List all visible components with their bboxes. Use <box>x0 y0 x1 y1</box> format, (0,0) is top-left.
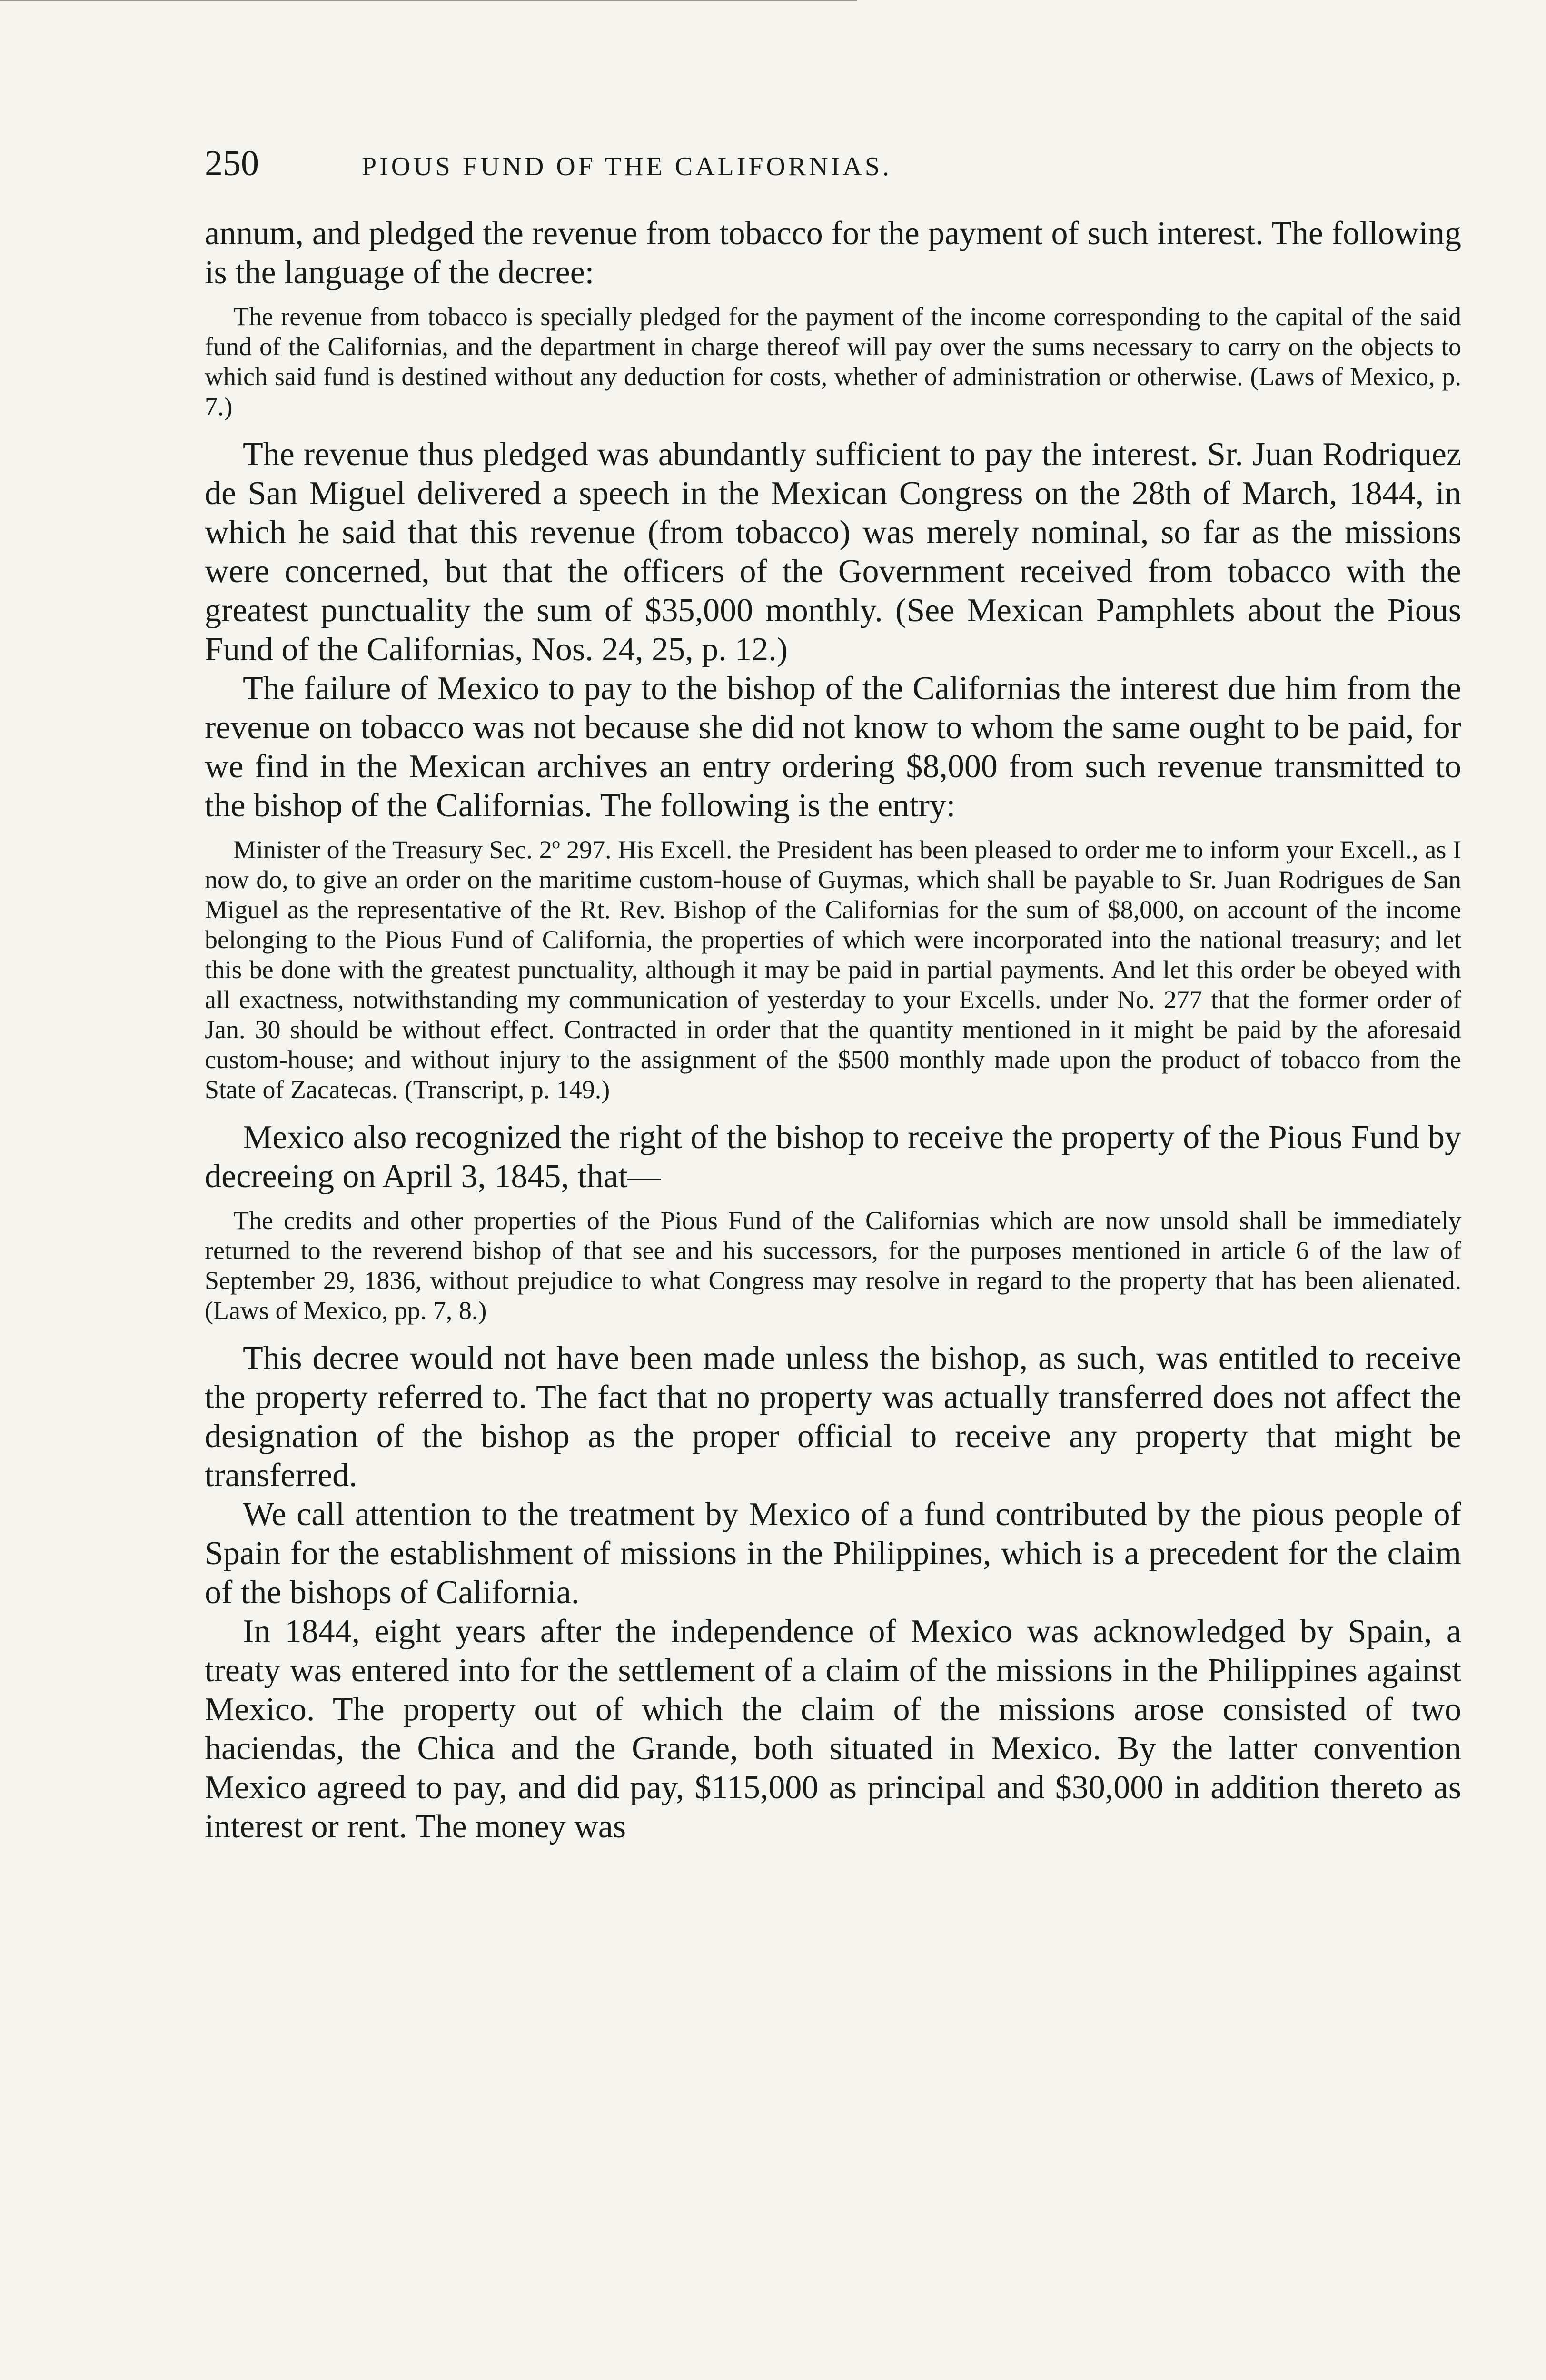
body-paragraph-7: In 1844, eight years after the independence of Mexico was acknowledged by Spain, a treaty was entered into for the settlement of a claim of the missions in the Philippines against Mexico. The property out of which the claim of the missions arose consisted of two haciendas, the Chica and the Grande, both situated in Mexico. By the latter convention Mexico agreed to pay, and did pay, $115,000 as principal and $30,000 in addition thereto as interest or rent. The money was <box>205 1613 1461 1845</box>
body-paragraph-5: This decree would not have been made unless the bishop, as such, was entitled to receive the property referred to. The fact that no property was actually transferred does not affect the designation of the bishop as the proper official to receive any property that might be transferred. <box>205 1340 1461 1494</box>
body-paragraph-4: Mexico also recognized the right of the bishop to receive the property of the Pious Fund by decreeing on April 3, 1845, that— <box>205 1119 1461 1195</box>
page-header <box>205 143 1461 195</box>
running-head: PIOUS FUND OF THE CALIFORNIAS. <box>362 152 892 181</box>
quote-decree-tobacco: The revenue from tobacco is specially pledged for the payment of the income corresponding to the capital of the said fund of the Californias, and the department in charge thereof will pay over the sums necessary to carry on the objects to which said fund is destined without any deduction for costs, whether of administration or otherwise. (Laws of Mexico, p. 7.) <box>205 302 1461 421</box>
document-page <box>205 143 1461 1846</box>
page-number: 250 <box>205 143 259 183</box>
quote-decree-1845: The credits and other properties of the Pious Fund of the Californias which are now unsold shall be immediately returned to the reverend bishop of that see and his successors, for the purposes mentioned in article 6 of the law of September 29, 1836, without prejudice to what Congress may resolve in regard to the property that has been alienated. (Laws of Mexico, pp. 7, 8.) <box>205 1206 1461 1325</box>
body-paragraph-6: We call attention to the treatment by Mexico of a fund contributed by the pious people of Spain for the establishment of missions in the Philippines, which is a precedent for the claim of the bishops of California. <box>205 1496 1461 1611</box>
body-paragraph-3: The failure of Mexico to pay to the bishop of the Californias the interest due him from the revenue on tobacco was not because she did not know to whom the same ought to be paid, for we find in the Mexican archives an entry ordering $8,000 from such revenue transmitted to the bishop of the Californias. The following is the entry: <box>205 670 1461 824</box>
top-edge-rule <box>0 0 857 1</box>
body-paragraph-2: The revenue thus pledged was abundantly sufficient to pay the interest. Sr. Juan Rodriquez de San Miguel delivered a speech in the Mexican Congress on the 28th of March, 1844, in which he said that this revenue (from tobacco) was merely nominal, so far as the missions were concerned, but that the officers of the Government received from tobacco with the greatest punctuality the sum of $35,000 monthly. (See Mexican Pamphlets about the Pious Fund of the Californias, Nos. 24, 25, p. 12.) <box>205 436 1461 668</box>
body-paragraph-1: annum, and pledged the revenue from tobacco for the payment of such interest. The following is the language of the decree: <box>205 215 1461 291</box>
quote-treasury-entry: Minister of the Treasury Sec. 2º 297. His Excell. the President has been pleased to order me to inform your Excell., as I now do, to give an order on the maritime custom-house of Guymas, which shall be payable to Sr. Juan Rodrigues de San Miguel as the representative of the Rt. Rev. Bishop of the Californias for the sum of $8,000, on account of the income belonging to the Pious Fund of California, the properties of which were incorporated into the national treasury; and let this be done with the greatest punctuality, although it may be paid in partial payments. And let this order be obeyed with all exactness, notwithstanding my communication of yesterday to your Excells. under No. 277 that the former order of Jan. 30 should be without effect. Contracted in order that the quantity mentioned in it might be paid by the aforesaid custom-house; and without injury to the assignment of the $500 monthly made upon the product of tobacco from the State of Zacatecas. (Transcript, p. 149.) <box>205 835 1461 1104</box>
